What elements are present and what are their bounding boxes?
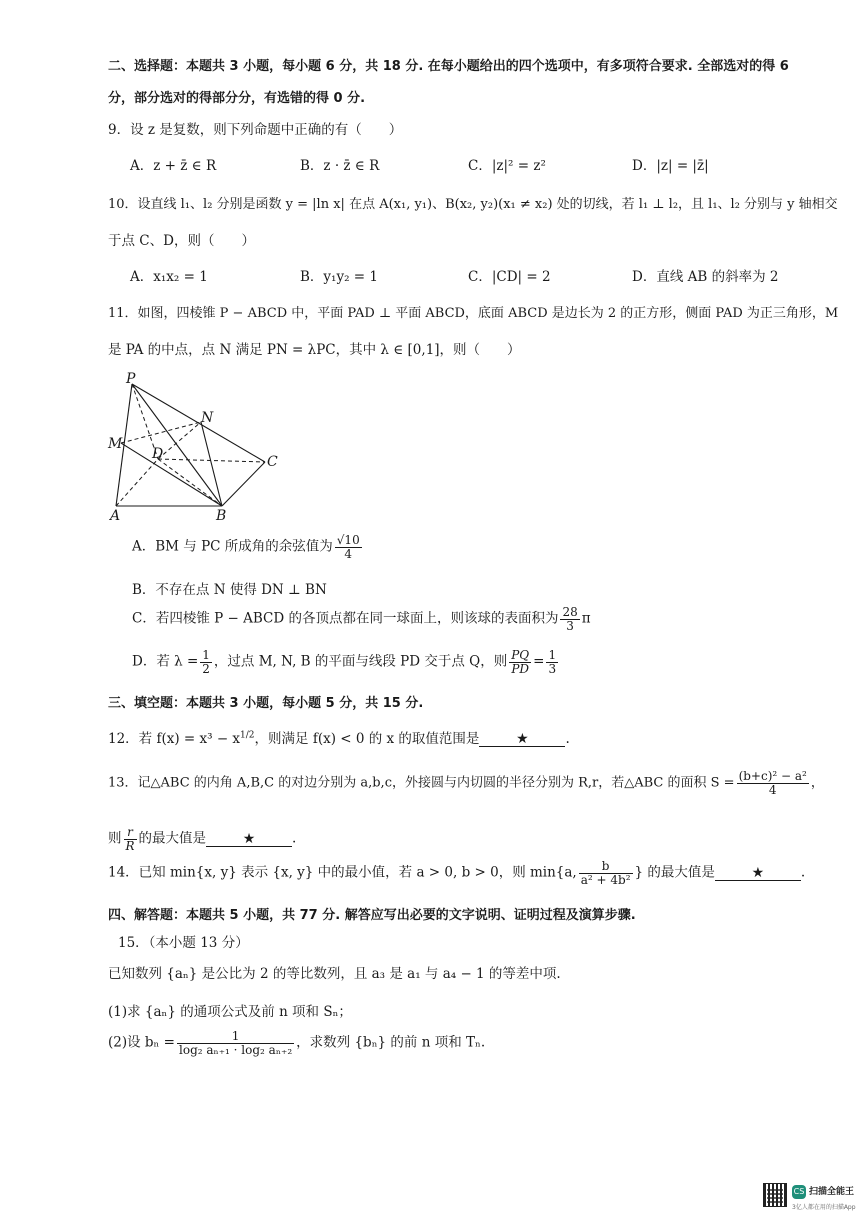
q14-num: b	[579, 860, 633, 874]
q15-part2-num: 1	[177, 1030, 294, 1044]
q13-text1: 13．记△ABC 的内角 A,B,C 的对边分别为 a,b,c，外接圆与内切圆的半径分别为 R,r，若△ABC 的面积 S =	[108, 775, 735, 791]
q11-option-d-ratio-fraction	[509, 649, 531, 675]
label-A: A	[110, 508, 121, 524]
section-4-heading: 四、解答题：本题共 5 小题，共 77 分. 解答应写出必要的文字说明、证明过程及演算步骤.	[108, 908, 636, 923]
q13-area-den: 4	[768, 782, 777, 797]
q10-option-c: C．|CD| = 2	[468, 269, 551, 285]
star-icon: ★	[242, 830, 256, 847]
label-C: C	[267, 454, 278, 470]
q11-option-d	[132, 649, 560, 675]
q14-text2: } 的最大值是	[634, 864, 715, 881]
q11-stem-line2: 是 PA 的中点，点 N 满足 PN = λPC，其中 λ ∈ [0,1]，则（ ）	[108, 342, 521, 358]
label-P: P	[126, 371, 136, 387]
q11-option-d-lambda-den: 2	[202, 661, 210, 676]
q12-text2: ，则满足 f(x) < 0 的 x 的取值范围是	[254, 731, 480, 747]
q14-den: a² + 4b²	[580, 872, 631, 887]
camscanner-tagline: 3亿人都在用的扫描App	[792, 1204, 856, 1211]
q10-option-d: D．直线 AB 的斜率为 2	[632, 269, 779, 285]
label-N: N	[201, 410, 214, 426]
q9-option-c	[468, 154, 546, 174]
q11-option-d-equals: =	[533, 653, 545, 670]
q13-ratio-num: r	[124, 826, 137, 840]
q10-stem-line1: 10．设直线 l₁、l₂ 分别是函数 y = |ln x| 在点 A(x₁, y₁)、B(x₂, y₂)(x₁ ≠ x₂) 处的切线，若 l₁ ⊥ l₂，且 l₁、l₂ 分别与 y 轴相交	[108, 197, 838, 212]
q9-option-a: A．z + z̄ ∈ R	[130, 158, 217, 174]
q14-fraction	[579, 860, 633, 886]
q13-text2: 则	[108, 830, 122, 847]
q10-option-a: A．x₁x₂ = 1	[130, 269, 208, 285]
q13-text3: 的最大值是	[138, 830, 207, 847]
section-3-heading: 三、填空题：本题共 3 小题，每小题 5 分，共 15 分.	[108, 696, 424, 711]
q10-option-b: B．y₁y₂ = 1	[300, 269, 378, 285]
q15-part1: (1)求 {aₙ} 的通项公式及前 n 项和 Sₙ；	[108, 1004, 352, 1020]
segment-MB	[121, 443, 222, 506]
q11-option-d-ratio-den: PD	[511, 661, 530, 676]
q15-part2	[108, 1030, 485, 1056]
q11-option-d-value-den: 3	[548, 661, 557, 676]
camscanner-logo-icon: CS	[792, 1185, 806, 1199]
q11-option-c-fraction	[560, 606, 579, 632]
q14	[108, 860, 805, 886]
q11-option-d-ratio-num: PQ	[511, 648, 530, 662]
section-2-heading-line1: 二、选择题：本题共 3 小题，每小题 6 分，共 18 分. 在每小题给出的四个选项中，有多项符合要求. 全部选对的得 6	[108, 59, 789, 74]
q15-part2-den: log₂ aₙ₊₁ · log₂ aₙ₊₂	[179, 1042, 293, 1057]
q15-part2-text2: ，求数列 {bₙ} 的前 n 项和 Tₙ.	[296, 1034, 486, 1051]
pyramid-figure	[100, 370, 300, 525]
q11-option-d-lambda-num: 1	[202, 648, 210, 662]
q13-ratio-fraction	[124, 826, 137, 852]
q13-answer-blank	[206, 832, 292, 847]
q11-option-a-text: A．BM 与 PC 所成角的余弦值为	[132, 538, 333, 555]
q9-option-d: D．|z| = |z̄|	[632, 158, 709, 174]
q11-option-a-numerator: √10	[336, 533, 360, 547]
segment-MN	[121, 422, 201, 443]
q12	[108, 727, 570, 747]
q11-option-d-value-fraction	[546, 649, 558, 675]
q9-option-c-label: C．	[468, 158, 492, 174]
q14-end: .	[800, 864, 806, 881]
label-M: M	[108, 436, 123, 452]
q13-area-fraction	[737, 770, 809, 796]
camscanner-brand: 扫描全能王	[809, 1187, 855, 1197]
qr-code-icon	[763, 1183, 787, 1207]
label-D: D	[152, 446, 164, 462]
q12-exponent: 1/2	[240, 730, 255, 741]
q13-area-num: (b+c)² − a²	[738, 769, 807, 783]
q15-title: 15．（本小题 13 分）	[118, 935, 249, 951]
edge-PB	[132, 384, 222, 506]
q11-option-d-text1: D．若 λ =	[132, 653, 199, 670]
label-B: B	[216, 508, 227, 524]
q11-option-b: B．不存在点 N 使得 DN ⊥ BN	[132, 582, 327, 598]
q9-stem: 9．设 z 是复数，则下列命题中正确的有（ ）	[108, 122, 403, 138]
q11-option-d-lambda-fraction	[200, 649, 212, 675]
q13-line2	[108, 826, 296, 852]
q11-option-a	[132, 534, 364, 560]
q11-option-a-fraction	[335, 534, 362, 560]
q11-option-c	[132, 606, 591, 632]
q11-option-c-denominator: 3	[566, 618, 574, 633]
q12-text1: 12．若 f(x) = x³ − x	[108, 731, 241, 747]
edge-DC	[158, 459, 265, 462]
q11-option-c-numerator: 28	[562, 605, 578, 619]
edge-AD	[116, 459, 158, 506]
q11-option-d-text2: ，过点 M, N, B 的平面与线段 PD 交于点 Q，则	[213, 653, 508, 670]
q11-option-a-denominator: 4	[344, 546, 353, 561]
q14-answer-blank	[715, 866, 801, 881]
q14-text1: 14．已知 min{x, y} 表示 {x, y} 中的最小值，若 a > 0, b > 0，则 min{a,	[108, 864, 577, 881]
q13-end: .	[292, 830, 297, 847]
q9-option-c-expr: |z|² = z²	[491, 158, 546, 174]
q11-option-c-pi: π	[581, 610, 591, 627]
q9-option-b: B．z · z̄ ∈ R	[300, 158, 380, 174]
q13-text1-end: ，	[810, 775, 824, 791]
q12-end: .	[565, 731, 570, 747]
q15-part2-text1: (2)设 bₙ =	[108, 1034, 175, 1051]
section-2-heading-line2: 分，部分选对的得部分分，有选错的得 0 分.	[108, 91, 366, 106]
q10-stem-line2: 于点 C、D，则（ ）	[108, 233, 255, 249]
q13-ratio-den: R	[125, 838, 135, 853]
q11-option-c-text: C．若四棱锥 P − ABCD 的各顶点都在同一球面上，则该球的表面积为	[132, 610, 559, 627]
star-icon: ★	[751, 864, 765, 881]
star-icon: ★	[516, 731, 529, 747]
q13-line1	[108, 770, 824, 796]
q11-stem-line1: 11．如图，四棱锥 P − ABCD 中，平面 PAD ⊥ 平面 ABCD，底面 ABCD 是边长为 2 的正方形，侧面 PAD 为正三角形，M	[108, 306, 839, 321]
q11-option-d-value-num: 1	[548, 648, 557, 662]
q12-answer-blank	[479, 732, 565, 747]
q15-line1: 已知数列 {aₙ} 是公比为 2 的等比数列，且 a₃ 是 a₁ 与 a₄ − 1 的等差中项.	[108, 966, 561, 982]
q15-part2-fraction	[177, 1030, 294, 1056]
edge-BC	[222, 462, 265, 506]
